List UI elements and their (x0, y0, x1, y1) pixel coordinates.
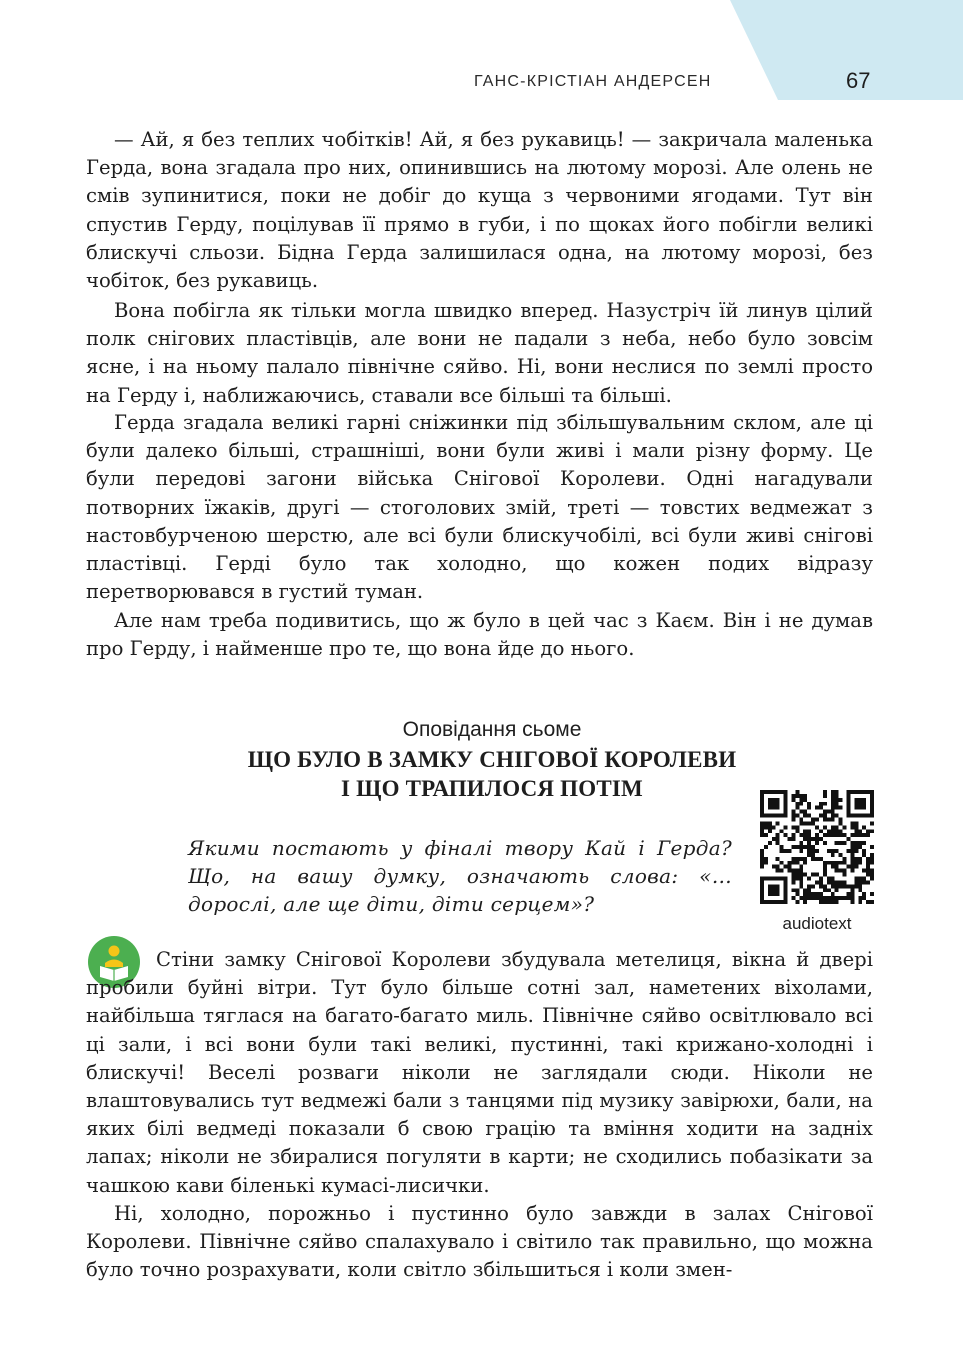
paragraph-4: Але нам треба подивитись, що ж було в цей час з Каєм. Він і не думав про Герду, і найменше про те, що вона йде до нього. (86, 609, 873, 661)
running-head-author: ГАНС-КРІСТІАН АНДЕРСЕН (474, 73, 712, 90)
paragraph-5: Стіни замку Снігової Королеви збудувала метелиця, вікна й двері пробили буйні вітри. Тут було більше сотні зал, наметених віхолами, найбільша тяглася на багато-багато миль. Північне сяйво освітлювало всі ці зали, і всі вони були такі великі, пустинні, такі крижано-холодні і блискучі! Веселі розваги ніколи не заглядали сюди. Ніколи не влаштовувались тут ведмежі бали з танцями під музику завірюхи, бали, на яких білі ведмеді показали б свою грацію та вміння ходити на задніх лапах; ніколи не збиралися погуляти в карти; не сходились побазікати за чашкою кави біленькі кумасі-лисички. (86, 948, 873, 1197)
paragraph-1: — Ай, я без теплих чобітків! Ай, я без рукавиць! — закричала маленька Герда, вона згадала про них, опинившись на лютому морозі. Але олень не смів зупинитися, поки не добіг до куща з червоними ягодами. Тут він спустив Герду, поцілував її прямо в губи, і по щоках його побігли великі блискучі сльози. Бідна Герда залишилася одна, на лютому морозі, без чобіток, без рукавиць. (86, 128, 873, 293)
paragraph-3: Герда згадала великі гарні сніжинки під збільшувальним склом, але ці були далеко більші, страшніші, вони були живі і мали різну форму. Це були передові загони війська Снігової Королеви. Одні нагадували потворних їжаків, другі — стоголових змій, треті — товстих ведмежат з настовбурченою шерстю, але всі були блискучобілі, всі були живі снігові пластівці. Герді було так холодно, що кожен подих відразу перетворювався в густий туман. (86, 411, 873, 604)
qr-code-icon[interactable] (760, 790, 874, 904)
chapter-title-line-1: ЩО БУЛО В ЗАМКУ СНІГОВОЇ КОРОЛЕВИ (247, 747, 737, 772)
qr-label: audiotext (782, 914, 852, 933)
paragraph-6: Ні, холодно, порожньо і пустинно було завжди в залах Снігової Королеви. Північне сяйво спалахувало і світило так правильно, що можна було точно розрахувати, коли світло збільшиться і коли змен- (86, 1202, 873, 1282)
chapter-epigraph: Якими постають у фіналі твору Кай і Герда? Що, на вашу думку, означають слова: «…дорослі, але ще діти, діти серцем»? (188, 836, 732, 916)
chapter-title-line-2: І ЩО ТРАПИЛОСЯ ПОТІМ (341, 776, 643, 801)
paragraph-2: Вона побігла як тільки могла швидко вперед. Назустріч їй линув цілий полк снігових пластівців, але вони не падали з неба, небо було зовсім ясне, і на ньому палало північне сяйво. Ні, вони неслися по землі просто на Герду і, наближаючись, ставали все більші та більші. (86, 299, 873, 407)
chapter-kicker: Оповідання сьоме (402, 718, 582, 741)
page-number: 67 (846, 68, 871, 93)
